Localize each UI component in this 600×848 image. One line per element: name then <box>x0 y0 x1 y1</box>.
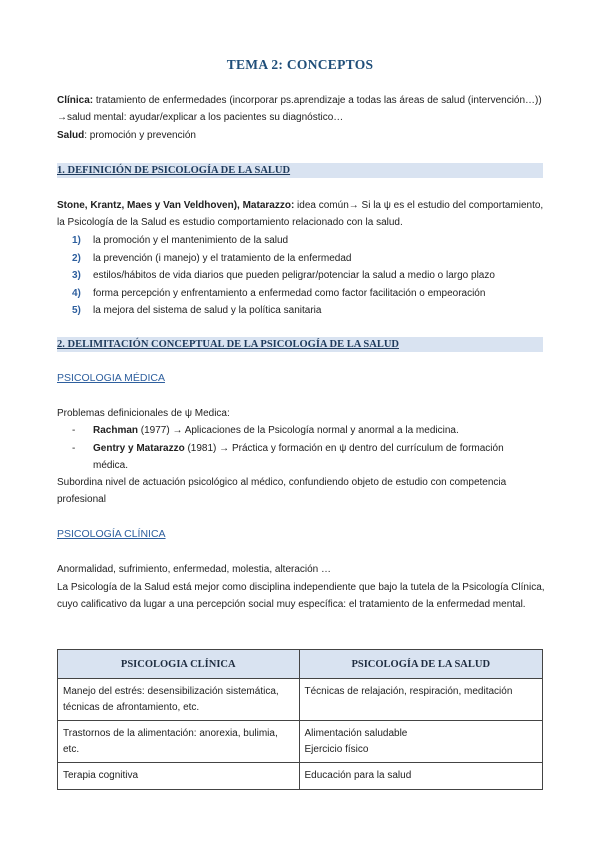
section1-authors: Stone, Krantz, Maes y Van Veldhoven), Matarazzo: <box>57 200 295 211</box>
section-heading-2: 2. DELIMITACIÓN CONCEPTUAL DE LA PSICOLOGÍA DE LA SALUD <box>57 337 543 352</box>
list-number: 4) <box>72 287 81 299</box>
subheading-psicologia-medica: PSICOLOGIA MÉDICA <box>57 372 165 384</box>
page-title: TEMA 2: CONCEPTOS <box>226 57 374 72</box>
list-item <box>72 232 495 250</box>
list-item <box>72 250 495 268</box>
list-item <box>72 422 512 440</box>
list-number: 5) <box>72 305 81 317</box>
medica-subordina: Subordina nivel de actuación psicológico al médico, confundiendo objeto de estudio con competencia profesional <box>57 477 507 505</box>
list-number: 1) <box>72 235 81 246</box>
list-number: 2) <box>72 252 81 264</box>
list-number: 3) <box>72 270 81 282</box>
list-item <box>72 267 495 285</box>
table-header: PSICOLOGIA CLÍNICA <box>58 650 300 679</box>
list-text: la prevención (i manejo) y el tratamiento de la enfermedad <box>93 252 352 264</box>
bullet-list <box>72 422 512 475</box>
intro-clinica <box>57 92 547 126</box>
numbered-list <box>72 232 495 320</box>
intro-salud <box>57 127 547 144</box>
list-item <box>72 440 512 475</box>
comparison-table <box>57 649 543 790</box>
salud-label: Salud <box>57 130 85 141</box>
table-cell: Trastornos de la alimentación: anorexia, bulimia, etc. <box>58 721 300 763</box>
table-row <box>58 763 543 790</box>
clinica-text: tratamiento de enfermedades (incorporar ps.aprendizaje a todas las áreas de salud (intervención…)) →salud mental: ayudar/explicar a los pacientes su diagnóstico… <box>57 95 542 123</box>
bullet-text: (1977) → Aplicaciones de la Psicología normal y anormal a la medicina. <box>138 425 459 436</box>
section1-paragraph <box>57 197 547 231</box>
clinica-label: Clínica: <box>57 95 94 106</box>
medica-problems: Problemas definicionales de ψ Medica: <box>57 408 230 419</box>
bullet-author: Rachman <box>93 425 139 436</box>
table-cell: Alimentación saludable Ejercicio físico <box>299 721 542 763</box>
table-header-row <box>58 650 543 679</box>
section1-text: idea común→ Si la ψ es el estudio del comportamiento, la Psicología de la Salud es estudio comportamiento relacionado con la salud. <box>57 200 544 228</box>
list-text: estilos/hábitos de vida diarios que pueden peligrar/potenciar la salud a medio o largo plazo <box>93 270 495 282</box>
table-cell: Terapia cognitiva <box>58 763 300 790</box>
list-dash: - <box>72 442 76 454</box>
salud-text: : promoción y prevención <box>84 130 196 141</box>
section-heading-1: 1. DEFINICIÓN DE PSICOLOGÍA DE LA SALUD <box>57 163 543 178</box>
table-cell: Técnicas de relajación, respiración, meditación <box>299 679 542 721</box>
list-dash: - <box>72 425 76 436</box>
list-item <box>72 285 495 303</box>
table-row <box>58 679 543 721</box>
list-text: la mejora del sistema de salud y la política sanitaria <box>93 305 322 317</box>
table-header: PSICOLOGÍA DE LA SALUD <box>299 650 542 679</box>
subheading-psicologia-clinica: PSICOLOGÍA CLÍNICA <box>57 528 166 540</box>
table-cell: Manejo del estrés: desensibilización sistemática, técnicas de afrontamiento, etc. <box>58 679 300 721</box>
table-row <box>58 721 543 763</box>
table-cell: Educación para la salud <box>299 763 542 790</box>
list-text: la promoción y el mantenimiento de la salud <box>93 235 289 246</box>
bullet-text: (1981) → Práctica y formación en ψ dentro del currículum de formación médica. <box>93 442 504 471</box>
list-text: forma percepción y enfrentamiento a enfermedad como factor facilitación o empeoración <box>93 287 486 299</box>
list-item <box>72 302 495 320</box>
bullet-author: Gentry y Matarazzo <box>93 442 185 454</box>
clinica-line1: Anormalidad, sufrimiento, enfermedad, molestia, alteración … <box>57 564 332 575</box>
clinica-line2: La Psicología de la Salud está mejor como disciplina independiente que bajo la tutela de la Psicología Clínica, cuyo calificativo da lugar a una percepción social muy específica: el tratamiento de la enfermedad mental. <box>57 582 545 610</box>
